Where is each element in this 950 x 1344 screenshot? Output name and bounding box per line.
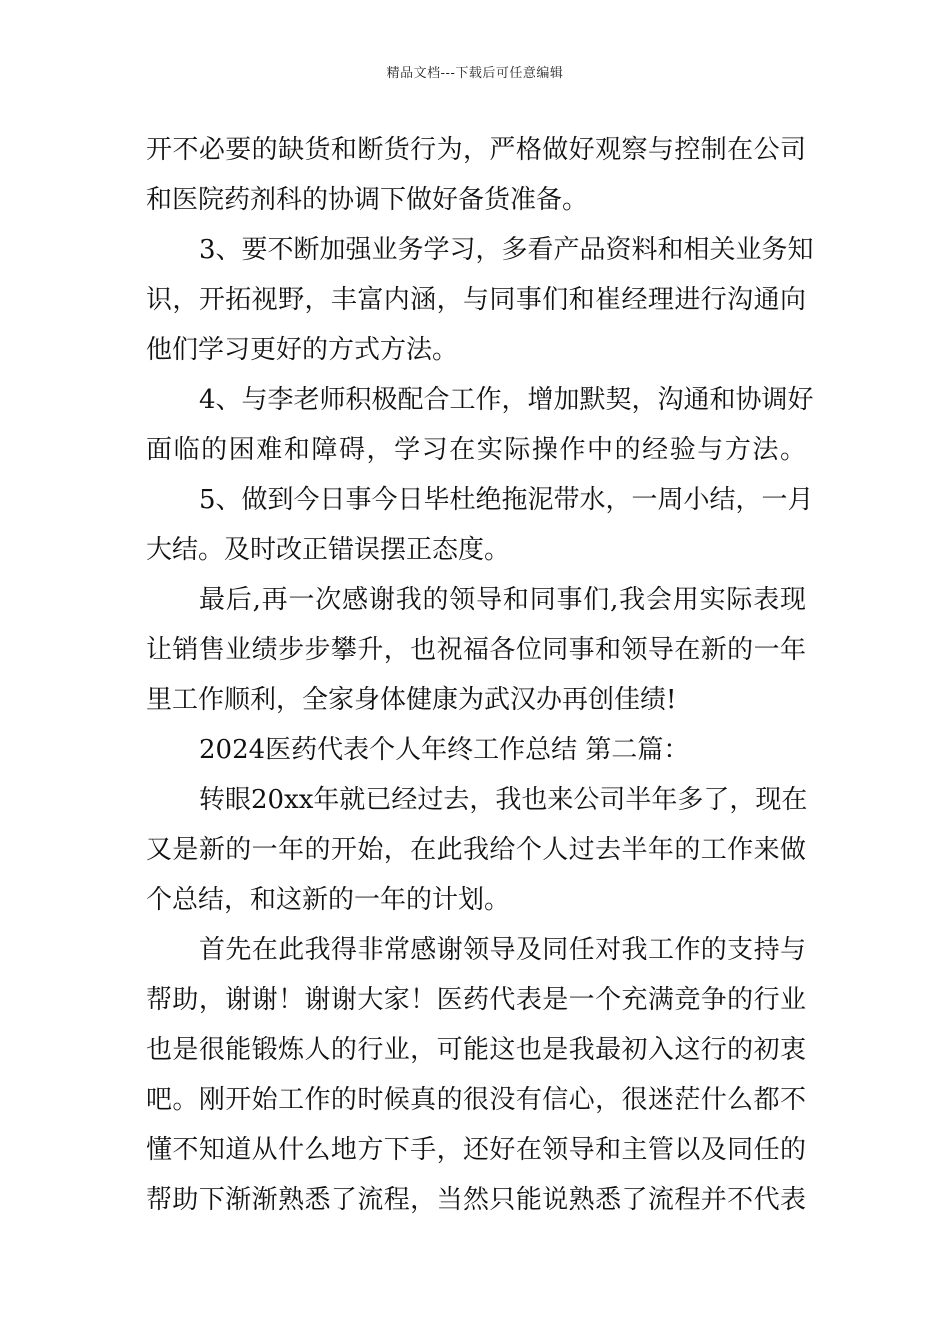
paragraph-line: 帮助下渐渐熟悉了流程，当然只能说熟悉了流程并不代表 [146, 1185, 806, 1215]
paragraph-line: 又是新的一年的开始，在此我给个人过去半年的工作来做 [146, 835, 806, 865]
section-heading: 2024医药代表个人年终工作总结 第二篇： [199, 735, 690, 765]
page-header: 精品文档---下载后可任意编辑 [386, 66, 564, 81]
paragraph-line: 识，开拓视野，丰富内涵，与同事们和崔经理进行沟通向 [146, 285, 806, 315]
paragraph-line: 个总结，和这新的一年的计划。 [146, 885, 511, 915]
paragraph-line: 和医院药剂科的协调下做好备货准备。 [146, 185, 589, 215]
paragraph-line: 5、做到今日事今日毕杜绝拖泥带水，一周小结，一月 [199, 485, 814, 515]
paragraph-line: 开不必要的缺货和断货行为，严格做好观察与控制在公司 [146, 135, 806, 165]
paragraph-line: 面临的困难和障碍，学习在实际操作中的经验与方法。 [146, 435, 806, 465]
paragraph-line: 最后,再一次感谢我的领导和同事们,我会用实际表现 [199, 585, 806, 615]
paragraph-line: 3、要不断加强业务学习，多看产品资料和相关业务知 [199, 235, 814, 265]
paragraph-line: 懂不知道从什么地方下手，还好在领导和主管以及同任的 [146, 1135, 806, 1165]
paragraph-line: 大结。及时改正错误摆正态度。 [146, 535, 511, 565]
paragraph-line: 也是很能锻炼人的行业，可能这也是我最初入这行的初衷 [146, 1035, 806, 1065]
paragraph-line: 转眼20xx年就已经过去，我也来公司半年多了，现在 [199, 785, 808, 815]
paragraph-line: 让销售业绩步步攀升，也祝福各位同事和领导在新的一年 [146, 635, 806, 665]
paragraph-line: 他们学习更好的方式方法。 [146, 335, 459, 365]
paragraph-line: 4、与李老师积极配合工作，增加默契，沟通和协调好 [199, 385, 814, 415]
paragraph-line: 帮助，谢谢！谢谢大家！医药代表是一个充满竞争的行业 [146, 985, 806, 1015]
paragraph-line: 首先在此我得非常感谢领导及同任对我工作的支持与 [199, 935, 806, 965]
paragraph-line: 里工作顺利，全家身体健康为武汉办再创佳绩! [146, 685, 677, 715]
paragraph-line: 吧。刚开始工作的时候真的很没有信心，很迷茫什么都不 [146, 1085, 806, 1115]
